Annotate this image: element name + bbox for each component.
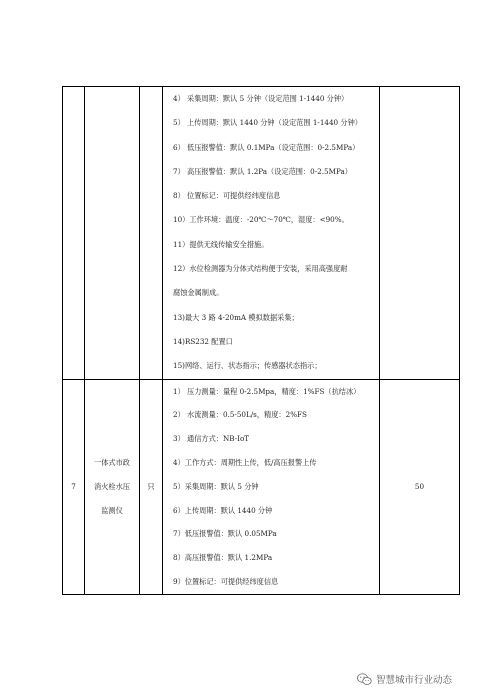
spec-line: 6） 低压报警值：默认 0.1MPa（设定范围：0-2.5MPa） xyxy=(173,142,360,152)
name-line: 一体式市政 xyxy=(94,457,130,467)
spec-line: 7）低压报警值：默认 0.05MPa xyxy=(173,529,277,539)
spec-line: 14)RS232 配置口 xyxy=(173,336,233,346)
spec-line: 5） 上传周期：默认 1440 分钟（设定范围 1-1440 分钟） xyxy=(173,118,362,128)
spec-line: 10）工作环境：温度：-20℃～70℃，湿度：<90%。 xyxy=(173,215,349,225)
spec-line: 13)最大 3 路 4-20mA 模拟数据采集； xyxy=(173,312,299,322)
spec-line: 5）采集周期：默认 5 分钟 xyxy=(173,481,259,491)
spec-line: 4） 采集周期：默认 5 分钟（设定范围 1-1440 分钟） xyxy=(173,94,349,103)
watermark-text: 智慧城市行业动态 xyxy=(376,675,453,686)
spec-line: 6）上传周期：默认 1440 分钟 xyxy=(173,505,273,515)
spec-line: 15)网络、运行、状态指示；传感器状态指示； xyxy=(173,361,322,371)
cell-unit: 只 xyxy=(140,379,163,594)
spec-line: 8）高压报警值：默认 1.2MPa xyxy=(173,553,273,563)
spec-line: 4）工作方式：周期性上传，低/高压报警上传 xyxy=(173,457,317,467)
cell-name xyxy=(85,379,140,594)
cell-spec xyxy=(163,87,380,380)
cell-name xyxy=(85,87,140,380)
table-row xyxy=(63,379,460,594)
spec-line: 2） 水流测量：0.5-50L/s，精度：2%FS xyxy=(173,410,307,420)
cell-qty xyxy=(380,87,460,380)
spec-line: 腐蚀金属制成。 xyxy=(173,288,224,298)
spec-line: 11）提供无线传输安全措施。 xyxy=(173,239,269,249)
cell-spec xyxy=(163,379,380,594)
spec-line: 7） 高压报警值：默认 1.2Pa（设定范围：0-2.5MPa） xyxy=(173,166,352,176)
cell-no: 7 xyxy=(63,379,85,594)
cell-unit xyxy=(140,87,163,380)
spec-table xyxy=(62,86,460,595)
table-row xyxy=(63,87,460,380)
watermark xyxy=(357,671,452,687)
spec-line: 12）水位检测器为分体式结构便于安装，采用高强度耐 xyxy=(173,264,348,274)
name-line: 监测仪 xyxy=(101,505,123,515)
cell-qty: 50 xyxy=(380,379,460,594)
spec-line: 3） 通信方式：NB-IoT xyxy=(173,434,250,444)
cell-no xyxy=(63,87,85,380)
wechat-icon xyxy=(357,673,372,686)
spec-line: 1） 压力测量：量程 0-2.5Mpa，精度：1%FS（抗结冰） xyxy=(173,386,361,396)
name-line: 消火栓水压 xyxy=(94,481,130,491)
spec-line: 8） 位置标记：可提供经纬度信息 xyxy=(173,191,281,201)
spec-line: 9）位置标记：可提供经纬度信息 xyxy=(173,576,279,586)
